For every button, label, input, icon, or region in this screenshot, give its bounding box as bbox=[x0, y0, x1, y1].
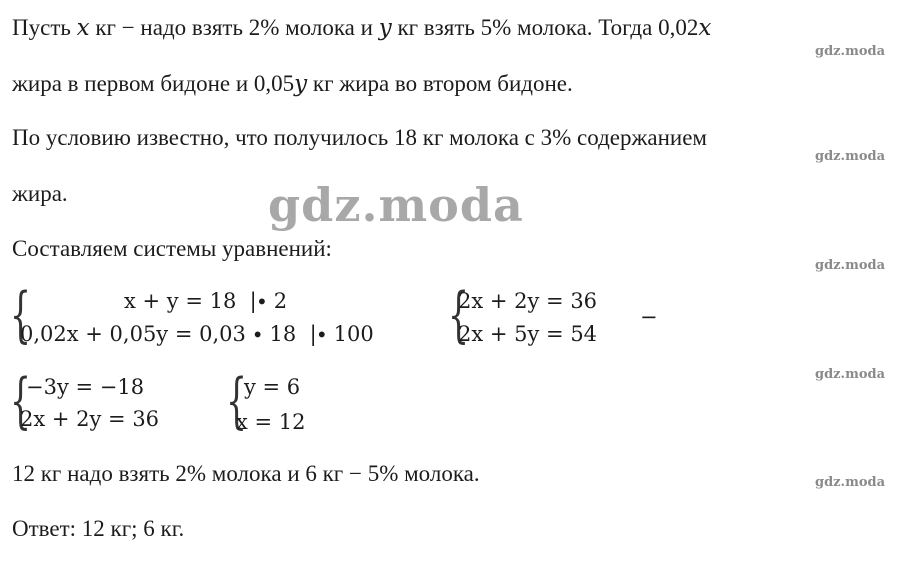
brace-left-2: { bbox=[448, 280, 470, 350]
text-segment: кг взять 5% молока. Тогда 0,02 bbox=[391, 15, 699, 40]
paragraph-line-5: Составляем системы уравнений: bbox=[12, 236, 332, 261]
system2-row2: 2x + 5y = 54 bbox=[458, 322, 598, 346]
minus-sign: − bbox=[640, 305, 658, 329]
system3-row2: 2x + 2y = 36 bbox=[20, 407, 160, 431]
system4-row1: y = 6 bbox=[244, 375, 301, 399]
answer-line: Ответ: 12 кг; 6 кг. bbox=[12, 516, 185, 541]
system4-row2: x = 12 bbox=[236, 410, 306, 434]
brace-left-4: { bbox=[226, 366, 248, 436]
paragraph-line-3: По условию известно, что получилось 18 кг молока с 3% содержанием bbox=[12, 125, 707, 150]
paragraph-line-1 bbox=[12, 14, 711, 42]
watermark-small-1: gdz.moda bbox=[815, 44, 886, 59]
text-segment: Пусть bbox=[12, 15, 77, 40]
text-segment: кг жира во втором бидоне. bbox=[307, 71, 573, 96]
text-segment: жира в первом бидоне и 0,05 bbox=[12, 71, 295, 96]
var-x: x bbox=[698, 15, 712, 41]
text-segment: кг − надо взять 2% молока и bbox=[89, 15, 379, 40]
var-y: y bbox=[294, 71, 308, 97]
watermark-small-2: gdz.moda bbox=[815, 149, 886, 164]
watermark-small-4: gdz.moda bbox=[815, 367, 886, 382]
system2-row1: 2x + 2y = 36 bbox=[458, 289, 598, 313]
paragraph-line-2 bbox=[12, 70, 573, 98]
system3-row1: −3y = −18 bbox=[26, 375, 145, 399]
watermark-small-5: gdz.moda bbox=[815, 475, 886, 490]
var-y: y bbox=[378, 15, 392, 41]
brace-left-1: { bbox=[10, 280, 32, 350]
conclusion-line: 12 кг надо взять 2% молока и 6 кг − 5% молока. bbox=[12, 461, 480, 486]
paragraph-line-4: жира. bbox=[12, 181, 68, 206]
var-x: x bbox=[76, 15, 90, 41]
system1-row2: 0,02x + 0,05y = 0,03 ∙ 18 |∙ 100 bbox=[20, 322, 374, 346]
brace-left-3: { bbox=[10, 366, 32, 436]
watermark-small-3: gdz.moda bbox=[815, 258, 886, 273]
watermark-logo: gdz.moda bbox=[268, 178, 524, 232]
system1-row1: x + y = 18 |∙ 2 bbox=[124, 289, 288, 313]
